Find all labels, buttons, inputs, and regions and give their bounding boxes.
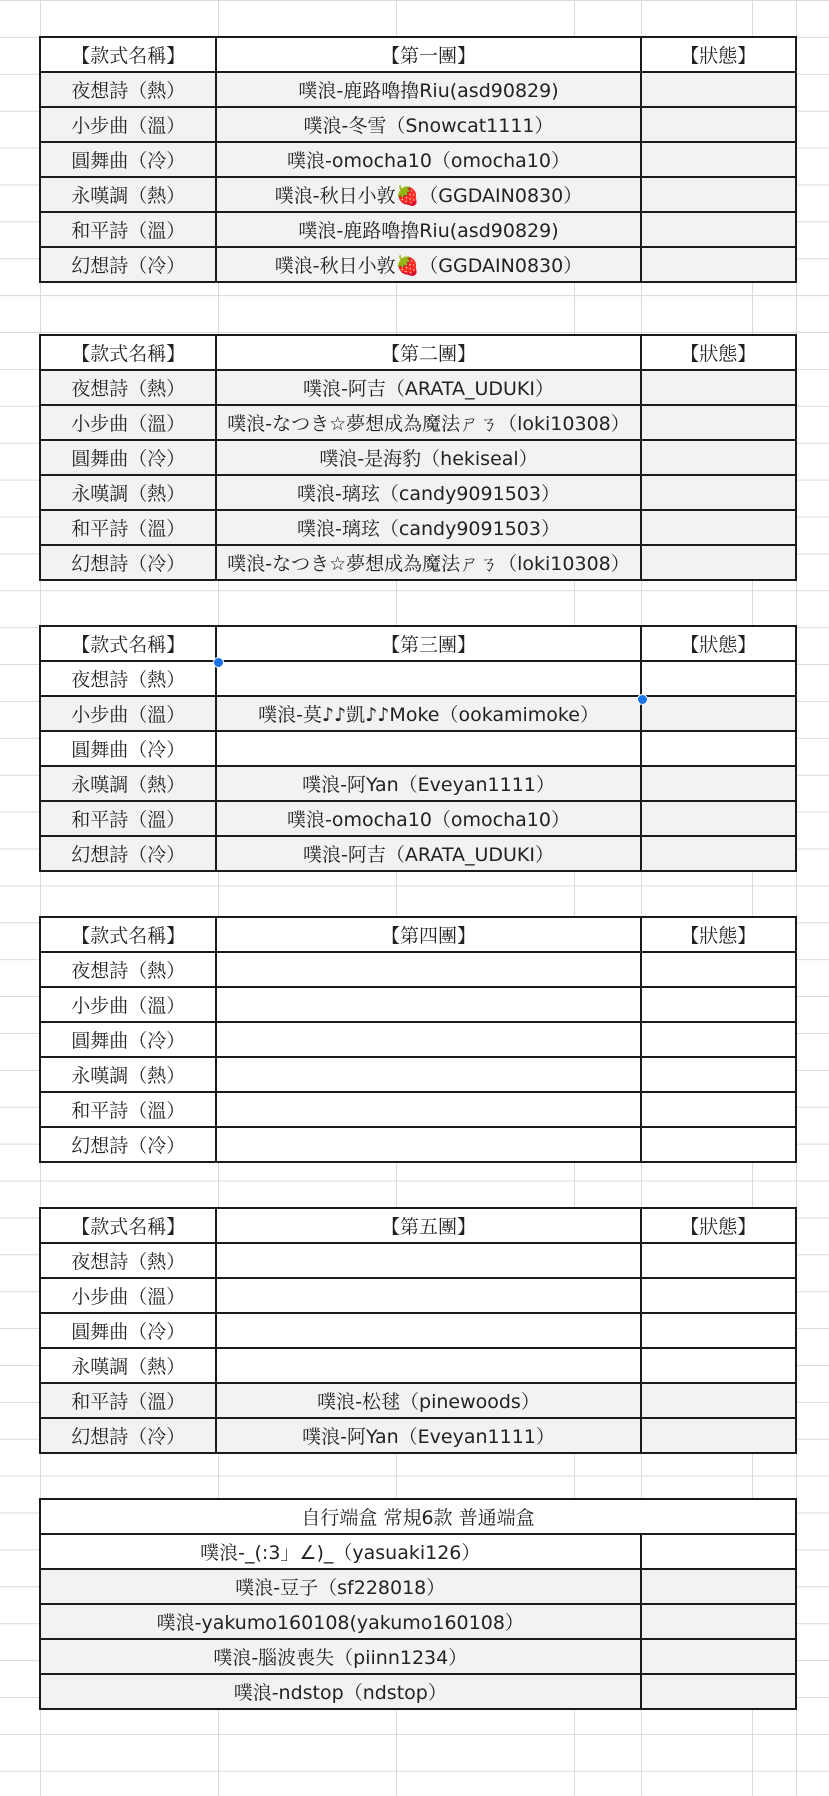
- group-title[interactable]: 【第四團】: [216, 917, 640, 952]
- table-row: [40, 142, 796, 177]
- status-cell[interactable]: [641, 370, 796, 405]
- status-cell[interactable]: [641, 1639, 796, 1674]
- member-cell[interactable]: 噗浪-莫♪♪凱♪♪Moke（ookamimoke）: [216, 696, 640, 731]
- status-cell[interactable]: [641, 952, 796, 987]
- group-title[interactable]: 【第五團】: [216, 1208, 640, 1243]
- header-status[interactable]: 【狀態】: [641, 335, 796, 370]
- table-row: [40, 987, 796, 1022]
- header-status[interactable]: 【狀態】: [641, 626, 796, 661]
- group-table-5: [39, 1207, 797, 1454]
- table-row: [40, 545, 796, 580]
- status-cell[interactable]: [641, 1604, 796, 1639]
- member-cell[interactable]: 噗浪-なつき☆夢想成為魔法ㄕㄋ（loki10308）: [216, 405, 640, 440]
- status-cell[interactable]: [641, 177, 796, 212]
- member-cell[interactable]: 噗浪-阿Yan（Eveyan1111）: [216, 766, 640, 801]
- group-header-row: [40, 335, 796, 370]
- member-cell[interactable]: 噗浪-秋日小敦🍓（GGDAIN0830）: [216, 177, 640, 212]
- table-row: [40, 1243, 796, 1278]
- member-cell[interactable]: [216, 1057, 640, 1092]
- table-row: [40, 475, 796, 510]
- group-table-4: [39, 916, 797, 1163]
- style-cell[interactable]: 圓舞曲（冷）: [40, 1313, 216, 1348]
- table-row: [40, 1022, 796, 1057]
- style-cell[interactable]: 幻想詩（冷）: [40, 1127, 216, 1162]
- member-cell[interactable]: 噗浪-松毬（pinewoods）: [216, 1383, 640, 1418]
- status-cell[interactable]: [641, 1569, 796, 1604]
- member-cell[interactable]: 噗浪-冬雪（Snowcat1111）: [216, 107, 640, 142]
- header-style-name[interactable]: 【款式名稱】: [40, 626, 216, 661]
- member-cell[interactable]: 噗浪-鹿路嚕擼Riu(asd90829): [216, 212, 640, 247]
- header-status[interactable]: 【狀態】: [641, 917, 796, 952]
- status-cell[interactable]: [641, 836, 796, 871]
- member-cell[interactable]: [216, 1022, 640, 1057]
- member-cell[interactable]: [216, 1278, 640, 1313]
- selection-handle-bottom-right[interactable]: [637, 694, 648, 705]
- table-row: [40, 1534, 796, 1569]
- group-table-3: [39, 625, 797, 872]
- status-cell[interactable]: [641, 1674, 796, 1709]
- status-cell[interactable]: [641, 661, 796, 696]
- status-cell[interactable]: [641, 475, 796, 510]
- member-cell[interactable]: 噗浪-腦波喪失（piinn1234）: [40, 1639, 641, 1674]
- member-cell[interactable]: 噗浪-璃玹（candy9091503）: [216, 475, 640, 510]
- status-cell[interactable]: [641, 766, 796, 801]
- status-cell[interactable]: [641, 1243, 796, 1278]
- style-cell[interactable]: 夜想詩（熱）: [40, 370, 216, 405]
- style-cell[interactable]: 永嘆調（熱）: [40, 475, 216, 510]
- style-cell[interactable]: 小步曲（溫）: [40, 987, 216, 1022]
- group-table-1: [39, 36, 797, 283]
- status-cell[interactable]: [641, 1348, 796, 1383]
- member-cell[interactable]: [216, 1348, 640, 1383]
- table-row: [40, 1278, 796, 1313]
- table-row: [40, 107, 796, 142]
- header-style-name[interactable]: 【款式名稱】: [40, 1208, 216, 1243]
- group-header-row: [40, 626, 796, 661]
- self-pack-table: [39, 1498, 797, 1710]
- status-cell[interactable]: [641, 212, 796, 247]
- member-cell[interactable]: 噗浪-豆子（sf228018）: [40, 1569, 641, 1604]
- member-cell[interactable]: [216, 1313, 640, 1348]
- status-cell[interactable]: [641, 987, 796, 1022]
- member-cell[interactable]: 噗浪-yakumo160108(yakumo160108）: [40, 1604, 641, 1639]
- style-cell[interactable]: 小步曲（溫）: [40, 696, 216, 731]
- status-cell[interactable]: [641, 1278, 796, 1313]
- table-row: [40, 177, 796, 212]
- status-cell[interactable]: [641, 1022, 796, 1057]
- header-style-name[interactable]: 【款式名稱】: [40, 37, 216, 72]
- style-cell[interactable]: 和平詩（溫）: [40, 510, 216, 545]
- table-row: [40, 510, 796, 545]
- table-row: [40, 247, 796, 282]
- table-row: [40, 1569, 796, 1604]
- style-cell[interactable]: 和平詩（溫）: [40, 212, 216, 247]
- status-cell[interactable]: [641, 405, 796, 440]
- group-header-row: [40, 1208, 796, 1243]
- style-cell[interactable]: 幻想詩（冷）: [40, 247, 216, 282]
- table-row: [40, 766, 796, 801]
- style-cell[interactable]: 圓舞曲（冷）: [40, 142, 216, 177]
- status-cell[interactable]: [641, 801, 796, 836]
- style-cell[interactable]: 圓舞曲（冷）: [40, 1022, 216, 1057]
- table-row: [40, 801, 796, 836]
- selection-handle-top-left[interactable]: [213, 657, 224, 668]
- status-cell[interactable]: [641, 731, 796, 766]
- style-cell[interactable]: 小步曲（溫）: [40, 1278, 216, 1313]
- member-cell[interactable]: 噗浪-阿吉（ARATA_UDUKI）: [216, 836, 640, 871]
- member-cell[interactable]: 噗浪-阿Yan（Eveyan1111）: [216, 1418, 640, 1453]
- header-status[interactable]: 【狀態】: [641, 1208, 796, 1243]
- style-cell[interactable]: 小步曲（溫）: [40, 107, 216, 142]
- table-row: [40, 1348, 796, 1383]
- style-cell[interactable]: 夜想詩（熱）: [40, 1243, 216, 1278]
- style-cell[interactable]: 永嘆調（熱）: [40, 766, 216, 801]
- status-cell[interactable]: [641, 1418, 796, 1453]
- table-row: [40, 731, 796, 766]
- group-header-row: [40, 37, 796, 72]
- selected-member-cell[interactable]: [216, 661, 640, 696]
- status-cell[interactable]: [641, 72, 796, 107]
- group-title[interactable]: 【第三團】: [216, 626, 640, 661]
- status-cell[interactable]: [641, 142, 796, 177]
- member-cell[interactable]: 噗浪-ndstop（ndstop）: [40, 1674, 641, 1709]
- style-cell[interactable]: 夜想詩（熱）: [40, 952, 216, 987]
- table-row: [40, 1057, 796, 1092]
- style-cell[interactable]: 永嘆調（熱）: [40, 1057, 216, 1092]
- member-cell[interactable]: [216, 1092, 640, 1127]
- member-cell[interactable]: 噗浪-璃玹（candy9091503）: [216, 510, 640, 545]
- status-cell[interactable]: [641, 1127, 796, 1162]
- table-row: [40, 1418, 796, 1453]
- style-cell[interactable]: 圓舞曲（冷）: [40, 440, 216, 475]
- group-title[interactable]: 【第一團】: [216, 37, 640, 72]
- member-cell[interactable]: 噗浪-omocha10（omocha10）: [216, 142, 640, 177]
- member-cell[interactable]: [216, 952, 640, 987]
- status-cell[interactable]: [641, 545, 796, 580]
- status-cell[interactable]: [641, 1092, 796, 1127]
- table-row: [40, 661, 796, 696]
- table-row: [40, 1639, 796, 1674]
- table-row: [40, 212, 796, 247]
- style-cell[interactable]: 和平詩（溫）: [40, 1383, 216, 1418]
- status-cell[interactable]: [641, 510, 796, 545]
- style-cell[interactable]: 和平詩（溫）: [40, 801, 216, 836]
- header-status[interactable]: 【狀態】: [641, 37, 796, 72]
- group-header-row: [40, 917, 796, 952]
- table-row: [40, 836, 796, 871]
- status-cell[interactable]: [641, 696, 796, 731]
- style-cell[interactable]: 幻想詩（冷）: [40, 545, 216, 580]
- member-cell[interactable]: 噗浪-鹿路嚕擼Riu(asd90829): [216, 72, 640, 107]
- style-cell[interactable]: 和平詩（溫）: [40, 1092, 216, 1127]
- status-cell[interactable]: [641, 247, 796, 282]
- member-cell[interactable]: 噗浪-_(:3」∠)_（yasuaki126）: [40, 1534, 641, 1569]
- style-cell[interactable]: 夜想詩（熱）: [40, 72, 216, 107]
- table-row: [40, 1674, 796, 1709]
- member-cell[interactable]: [216, 987, 640, 1022]
- table-row: [40, 952, 796, 987]
- header-style-name[interactable]: 【款式名稱】: [40, 917, 216, 952]
- style-cell[interactable]: 永嘆調（熱）: [40, 177, 216, 212]
- group-title[interactable]: 【第二團】: [216, 335, 640, 370]
- status-cell[interactable]: [641, 107, 796, 142]
- style-cell[interactable]: 圓舞曲（冷）: [40, 731, 216, 766]
- table-row: [40, 1127, 796, 1162]
- style-cell[interactable]: 永嘆調（熱）: [40, 1348, 216, 1383]
- member-cell[interactable]: 噗浪-秋日小敦🍓（GGDAIN0830）: [216, 247, 640, 282]
- self-pack-header-row: [40, 1499, 796, 1534]
- header-style-name[interactable]: 【款式名稱】: [40, 335, 216, 370]
- member-cell[interactable]: 噗浪-omocha10（omocha10）: [216, 801, 640, 836]
- table-row: [40, 696, 796, 731]
- member-cell[interactable]: [216, 1243, 640, 1278]
- status-cell[interactable]: [641, 1057, 796, 1092]
- status-cell[interactable]: [641, 1313, 796, 1348]
- table-row: [40, 370, 796, 405]
- member-cell[interactable]: 噗浪-是海豹（hekiseal）: [216, 440, 640, 475]
- table-row: [40, 1604, 796, 1639]
- table-row: [40, 440, 796, 475]
- style-cell[interactable]: 夜想詩（熱）: [40, 661, 216, 696]
- table-row: [40, 405, 796, 440]
- self-pack-title[interactable]: 自行端盒 常規6款 普通端盒: [40, 1499, 796, 1534]
- table-row: [40, 1092, 796, 1127]
- member-cell[interactable]: 噗浪-なつき☆夢想成為魔法ㄕㄋ（loki10308）: [216, 545, 640, 580]
- status-cell[interactable]: [641, 1383, 796, 1418]
- style-cell[interactable]: 幻想詩（冷）: [40, 836, 216, 871]
- status-cell[interactable]: [641, 440, 796, 475]
- table-row: [40, 1313, 796, 1348]
- style-cell[interactable]: 小步曲（溫）: [40, 405, 216, 440]
- member-cell[interactable]: 噗浪-阿吉（ARATA_UDUKI）: [216, 370, 640, 405]
- status-cell[interactable]: [641, 1534, 796, 1569]
- style-cell[interactable]: 幻想詩（冷）: [40, 1418, 216, 1453]
- table-row: [40, 72, 796, 107]
- group-table-2: [39, 334, 797, 581]
- member-cell[interactable]: [216, 731, 640, 766]
- member-cell[interactable]: [216, 1127, 640, 1162]
- table-row: [40, 1383, 796, 1418]
